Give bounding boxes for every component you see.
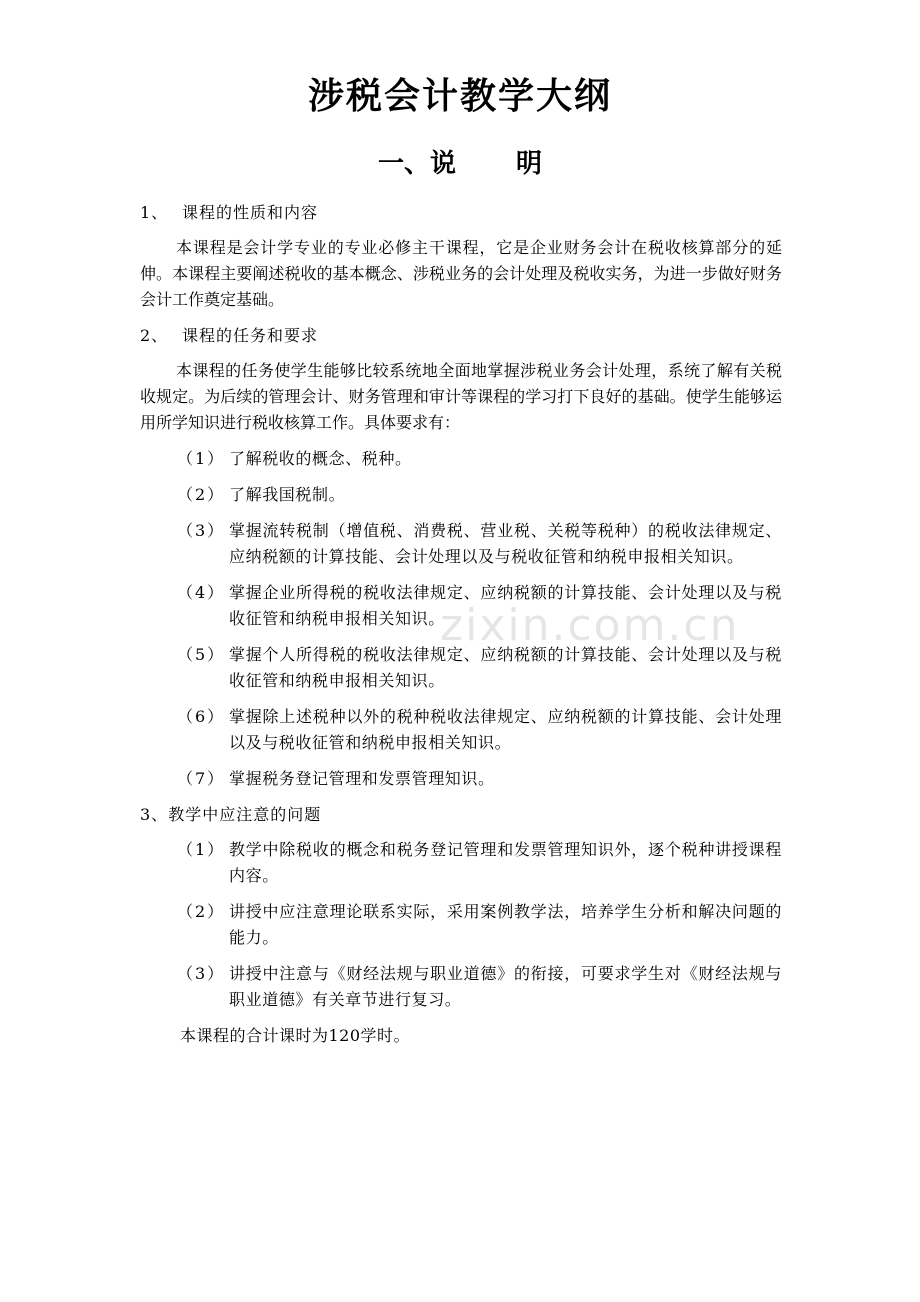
- section-title-part2: 明: [516, 149, 543, 179]
- section-heading-1: [140, 200, 782, 226]
- section-number: 1、: [140, 203, 169, 222]
- list-item-index: （3）: [177, 964, 226, 983]
- list-item-text: 掌握除上述税种以外的税种税收法律规定、应纳税额的计算技能、会计处理以及与税收征管和纳税申报相关知识。: [229, 707, 782, 752]
- list-item-index: （2）: [177, 902, 226, 921]
- section-number: 3、: [140, 805, 169, 824]
- document-title: 涉税会计教学大纲: [307, 75, 612, 117]
- list-item: [140, 766, 782, 792]
- section-heading-2: [140, 323, 782, 349]
- list-item-text: 讲授中注意与《财经法规与职业道德》的衔接，可要求学生对《财经法规与职业道德》有关章节进行复习。: [229, 964, 782, 1009]
- section-paragraph-1: 本课程是会计学专业的专业必修主干课程，它是企业财务会计在税收核算部分的延伸。本课程主要阐述税收的基本概念、涉税业务的会计处理及税收实务，为进一步做好财务会计工作奠定基础。: [140, 238, 782, 309]
- list-item-index: （4）: [177, 583, 226, 602]
- section-heading-text: 教学中应注意的问题: [168, 805, 322, 824]
- list-item-text: 掌握税务登记管理和发票管理知识。: [229, 769, 495, 788]
- list-item-index: （3）: [177, 521, 226, 540]
- section-heading-text: 课程的任务和要求: [182, 326, 319, 345]
- list-item-text: 掌握企业所得税的税收法律规定、应纳税额的计算技能、会计处理以及与税收征管和纳税申报相关知识。: [229, 583, 782, 628]
- list-item-index: （1）: [177, 840, 226, 859]
- list-item-index: （7）: [177, 769, 226, 788]
- list-item: [140, 961, 782, 1013]
- section-number: 2、: [140, 326, 169, 345]
- list-item: [140, 482, 782, 508]
- section-title: [0, 144, 920, 184]
- list-item-index: （5）: [177, 645, 226, 664]
- section-heading-3: [140, 802, 782, 828]
- list-item-text: 讲授中应注意理论联系实际，采用案例教学法，培养学生分析和解决问题的能力。: [229, 902, 782, 947]
- list-item-index: （2）: [177, 485, 226, 504]
- list-item-text: 教学中除税收的概念和税务登记管理和发票管理知识外，逐个税种讲授课程内容。: [229, 840, 782, 885]
- section-title-part1: 一、说: [377, 149, 456, 179]
- list-item: [140, 446, 782, 472]
- list-item-text: 掌握个人所得税的税收法律规定、应纳税额的计算技能、会计处理以及与税收征管和纳税申报相关知识。: [229, 645, 782, 690]
- list-item: [140, 518, 782, 570]
- section-heading-text: 课程的性质和内容: [182, 203, 319, 222]
- watermark: zixin.com.cn: [440, 600, 740, 651]
- list-item-index: （1）: [177, 449, 226, 468]
- list-item: [140, 899, 782, 951]
- list-item-text: 了解我国税制。: [229, 485, 346, 504]
- closing-note: 本课程的合计课时为120学时。: [180, 1026, 411, 1045]
- list-item-index: （6）: [177, 707, 226, 726]
- list-item: [140, 704, 782, 756]
- list-item: [140, 837, 782, 889]
- list-item-text: 掌握流转税制（增值税、消费税、营业税、关税等税种）的税收法律规定、应纳税额的计算技能、会计处理以及与税收征管和纳税申报相关知识。: [229, 521, 782, 566]
- section-paragraph-2: 本课程的任务使学生能够比较系统地全面地掌握涉税业务会计处理，系统了解有关税收规定。为后续的管理会计、财务管理和审计等课程的学习打下良好的基础。使学生能够运用所学知识进行税收核算工作。具体要求有：: [140, 361, 782, 432]
- list-item-text: 了解税收的概念、税种。: [229, 449, 412, 468]
